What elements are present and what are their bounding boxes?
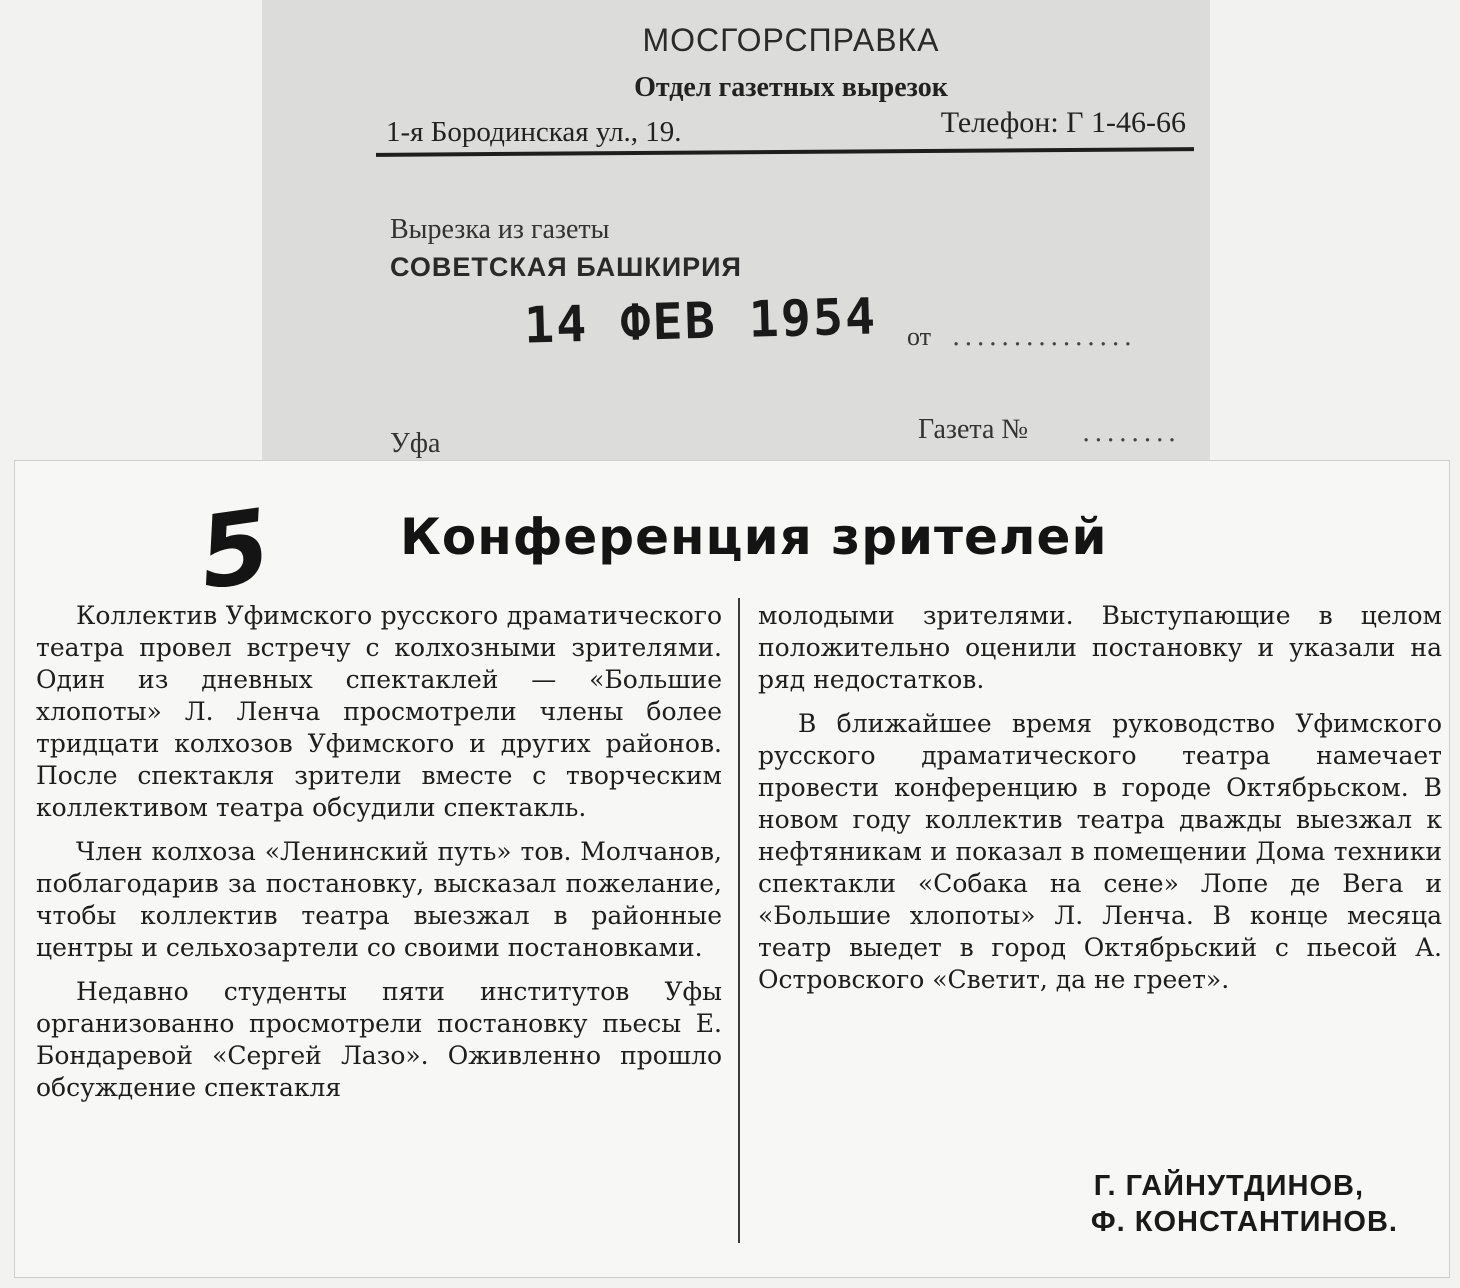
article-column-right [758, 600, 1442, 1008]
article-paragraph: Член колхоза «Ленинский путь» тов. Молчанов, поблагодарив за постановку, высказал пожелание, чтобы коллектив театра выезжал в районные центры и сельхозартели со своими постановками. [36, 837, 722, 962]
issue-number-label: Газета № [918, 414, 1029, 445]
column-divider [738, 598, 740, 1243]
author-signature: Ф. КОНСТАНТИНОВ. [1090, 1206, 1398, 1238]
issue-blank-line: ........ [1082, 418, 1181, 448]
newspaper-name: СОВЕТСКАЯ БАШКИРИЯ [390, 252, 742, 282]
agency-address: 1-я Бородинская ул., 19. [386, 116, 682, 148]
handwritten-number: 5 [192, 486, 278, 613]
agency-name: МОСГОРСПРАВКА [642, 22, 940, 58]
date-from-label: от [907, 322, 932, 351]
article-paragraph: Коллектив Уфимского русского драматического театра провел встречу с колхозными зрителями. Один из дневных спектаклей — «Большие хлопоты» Л. Ленча просмотрели члены более тридцати колхозов Уфимского и других районов. После спектакля зрители вместе с творческим коллективом театра обсудили спектакль. [36, 601, 722, 822]
agency-phone: Телефон: Г 1-46-66 [940, 106, 1186, 139]
date-stamp: 14 ФЕВ 1954 [523, 287, 878, 355]
article-paragraph: В ближайшее время руководство Уфимского русского драматического театра намечает провести конференцию в городе Октябрьском. В новом году коллектив театра дважды выезжал к нефтяникам и показал в помещении Дома техники спектакли «Собака на сене» Лопе де Вега и «Большие хлопоты» Л. Ленча. В конце месяца театр выедет в город Октябрьский с пьесой А. Островского «Светит, да не греет». [758, 709, 1442, 994]
article-column-left [36, 600, 722, 1116]
clipping-label: Вырезка из газеты [390, 214, 610, 245]
author-signature: Г. ГАЙНУТДИНОВ, [1093, 1170, 1364, 1202]
city-name: Уфа [390, 428, 441, 459]
clipping-service-slip [262, 0, 1210, 470]
article-headline: Конференция зрителей [400, 508, 1108, 566]
date-blank-line: ............... [952, 322, 1136, 352]
article-paragraph: молодыми зрителями. Выступающие в целом положительно оценили постановку и указали на ряд недостатков. [758, 601, 1442, 694]
article-paragraph: Недавно студенты пяти институтов Уфы организованно просмотрели постановку пьесы Е. Бондаревой «Сергей Лазо». Оживленно прошло обсуждение спектакля [36, 977, 722, 1102]
department-name: Отдел газетных вырезок [634, 72, 948, 103]
